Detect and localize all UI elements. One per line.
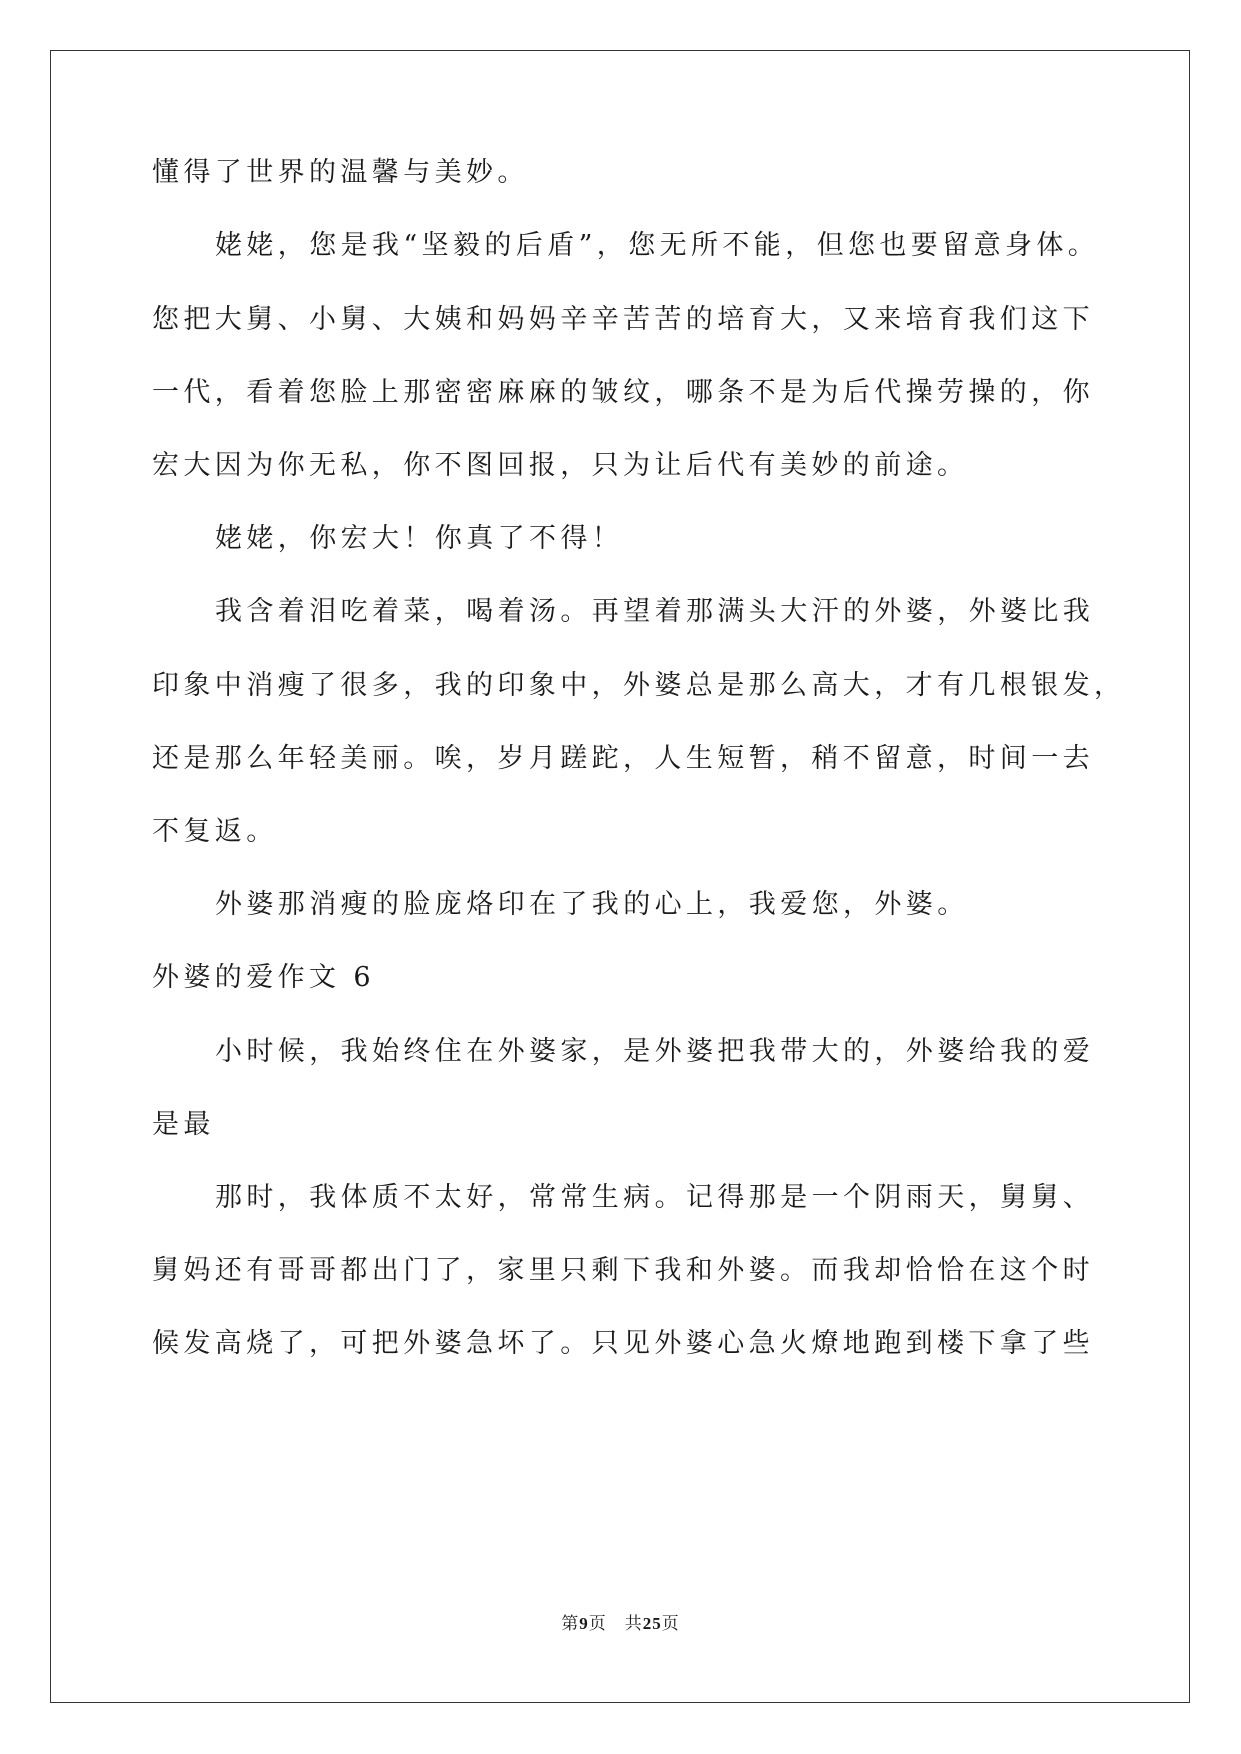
paragraph-line: 我含着泪吃着菜，喝着汤。再望着那满头大汗的外婆，外婆比我 <box>215 596 1095 627</box>
paragraph-line: 印象中消瘦了很多，我的印象中，外婆总是那么高大，才有几根银发， <box>152 670 1126 701</box>
page-prefix: 第 <box>561 1614 580 1634</box>
paragraph-line: 那时，我体质不太好，常常生病。记得那是一个阴雨天，舅舅、 <box>215 1182 1095 1213</box>
paragraph-line: 是最 <box>152 1109 215 1140</box>
page-border <box>50 50 1190 1703</box>
section-heading: 外婆的爱作文 6 <box>152 962 375 993</box>
page-current: 9 <box>579 1614 589 1633</box>
page-total: 25 <box>642 1614 662 1633</box>
total-prefix: 共 <box>624 1614 643 1634</box>
paragraph-line: 一代，看着您脸上那密密麻麻的皱纹，哪条不是为后代操劳操的，你 <box>152 377 1094 408</box>
paragraph-line: 您把大舅、小舅、大姨和妈妈辛辛苦苦的培育大，又来培育我们这下 <box>152 304 1094 335</box>
paragraph-line: 外婆那消瘦的脸庞烙印在了我的心上，我爱您，外婆。 <box>215 889 969 920</box>
paragraph-line: 小时候，我始终住在外婆家，是外婆把我带大的，外婆给我的爱 <box>215 1036 1095 1067</box>
total-unit: 页 <box>661 1614 680 1634</box>
paragraph-line: 候发高烧了，可把外婆急坏了。只见外婆心急火燎地跑到楼下拿了些 <box>152 1328 1094 1359</box>
paragraph-line: 懂得了世界的温馨与美妙。 <box>152 157 529 188</box>
paragraph-line: 姥姥，你宏大！你真了不得！ <box>215 523 624 554</box>
paragraph-line: 舅妈还有哥哥都出门了，家里只剩下我和外婆。而我却恰恰在这个时 <box>152 1255 1094 1286</box>
paragraph-line: 宏大因为你无私，你不图回报，只为让后代有美妙的前途。 <box>152 450 969 481</box>
paragraph-line: 还是那么年轻美丽。唉，岁月蹉跎，人生短暂，稍不留意，时间一去 <box>152 743 1094 774</box>
page-unit: 页 <box>588 1614 607 1634</box>
paragraph-line: 姥姥，您是我“坚毅的后盾”，您无所不能，但您也要留意身体。 <box>215 230 1100 261</box>
paragraph-line: 不复返。 <box>152 816 278 847</box>
page-footer <box>0 1614 1241 1634</box>
